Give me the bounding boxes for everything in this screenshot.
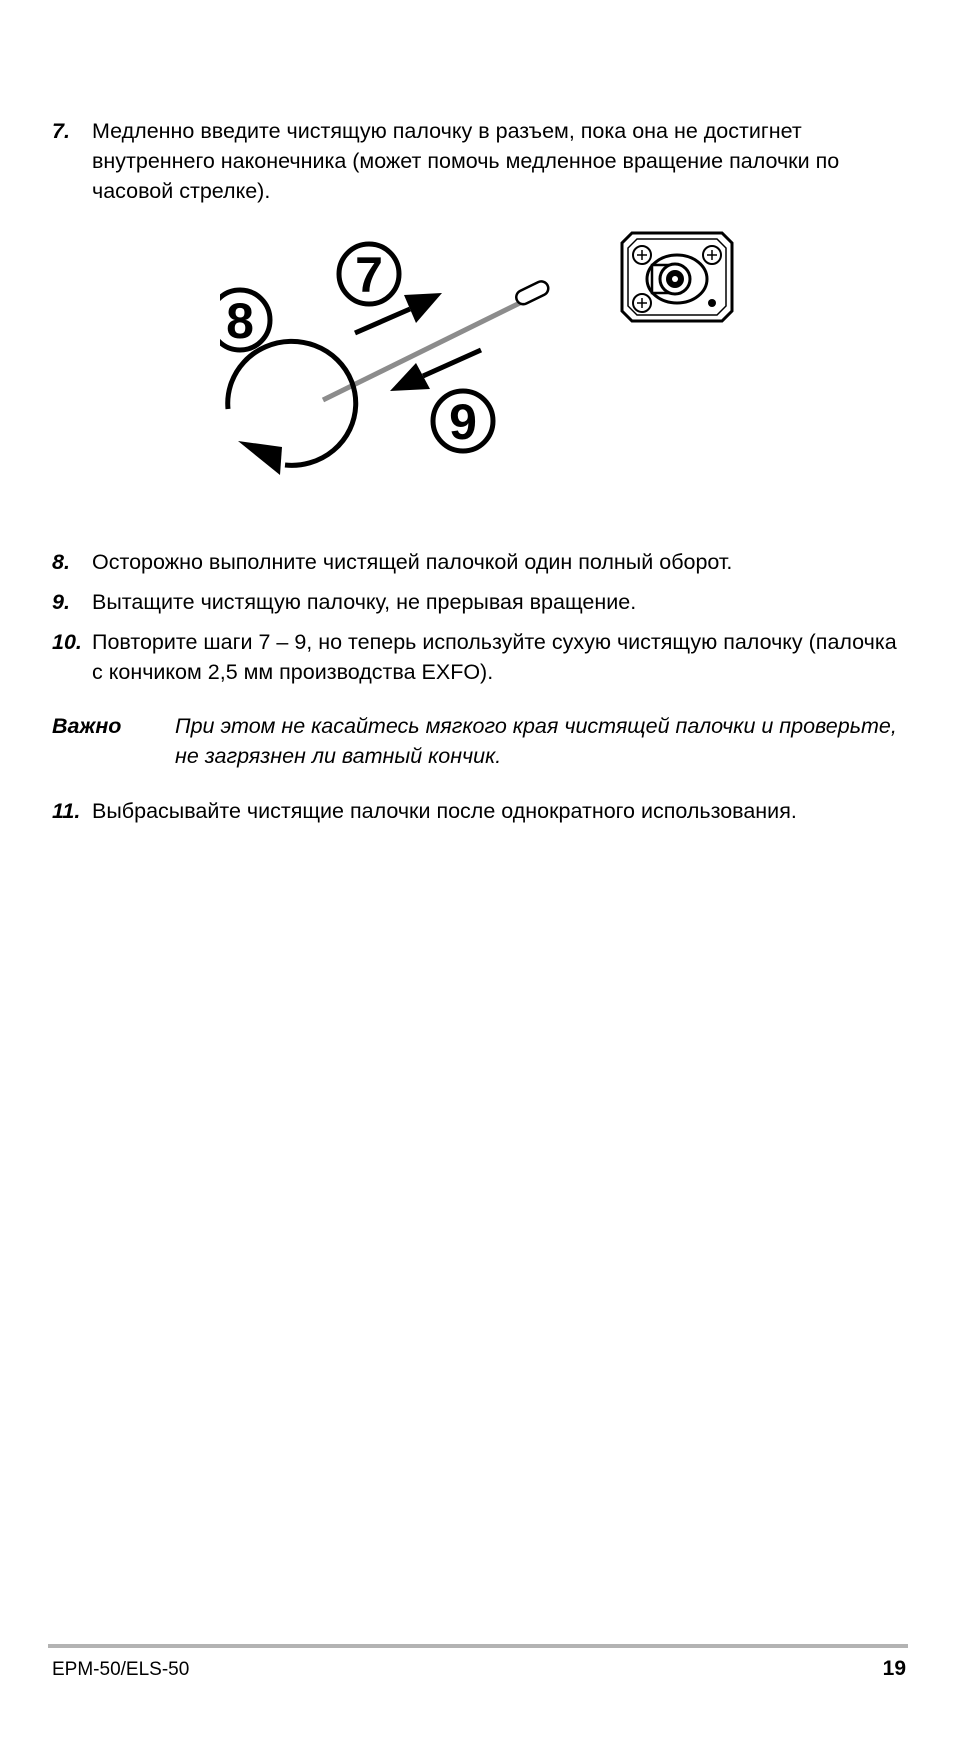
step-7-badge xyxy=(339,244,399,304)
stick-tip xyxy=(514,279,551,306)
footer-divider xyxy=(48,1644,908,1648)
badge-label-9: 9 xyxy=(449,394,477,450)
page-number: 19 xyxy=(882,1657,906,1680)
badge-label-7: 7 xyxy=(355,247,383,303)
step-8 xyxy=(52,547,912,577)
important-note xyxy=(52,711,912,771)
footer-model: EPM-50/ELS-50 xyxy=(52,1659,190,1680)
connector-icon xyxy=(622,233,732,321)
arrow-insert-head xyxy=(404,293,442,323)
badge-label-8: 8 xyxy=(226,293,254,349)
step-10 xyxy=(52,627,912,687)
note-label: Важно xyxy=(52,714,122,738)
step-9-badge xyxy=(433,391,493,451)
arrow-withdraw xyxy=(423,350,481,376)
step-11 xyxy=(52,796,912,826)
step-text: Вытащите чистящую палочку, не прерывая вращение. xyxy=(92,590,637,614)
arrow-insert xyxy=(355,309,410,333)
step-text: Повторите шаги 7 – 9, но теперь используйте сухую чистящую палочку (палочка с кончиком 2,5 мм производства EXFO). xyxy=(92,630,897,684)
step-9 xyxy=(52,587,912,617)
note-text: При этом не касайтесь мягкого края чистящей палочки и проверьте, не загрязнен ли ватный кончик. xyxy=(175,714,897,768)
step-8-badge xyxy=(220,290,270,350)
step-text: Осторожно выполните чистящей палочкой один полный оборот. xyxy=(92,550,733,574)
step-number: 10. xyxy=(52,630,82,654)
step-text: Выбрасывайте чистящие палочки после однократного использования. xyxy=(92,799,797,823)
step-text: Медленно введите чистящую палочку в разъем, пока она не достигнет внутреннего наконечника (может помочь медленное вращение палочки по часовой стрелке). xyxy=(92,119,840,203)
cleaning-stick-illustration xyxy=(220,225,740,535)
rotation-arrow-head xyxy=(238,441,282,475)
step-number: 11. xyxy=(52,799,81,823)
step-number: 9. xyxy=(52,590,70,614)
step-7 xyxy=(52,116,912,206)
step-number: 8. xyxy=(52,550,70,574)
step-number: 7. xyxy=(52,119,70,143)
